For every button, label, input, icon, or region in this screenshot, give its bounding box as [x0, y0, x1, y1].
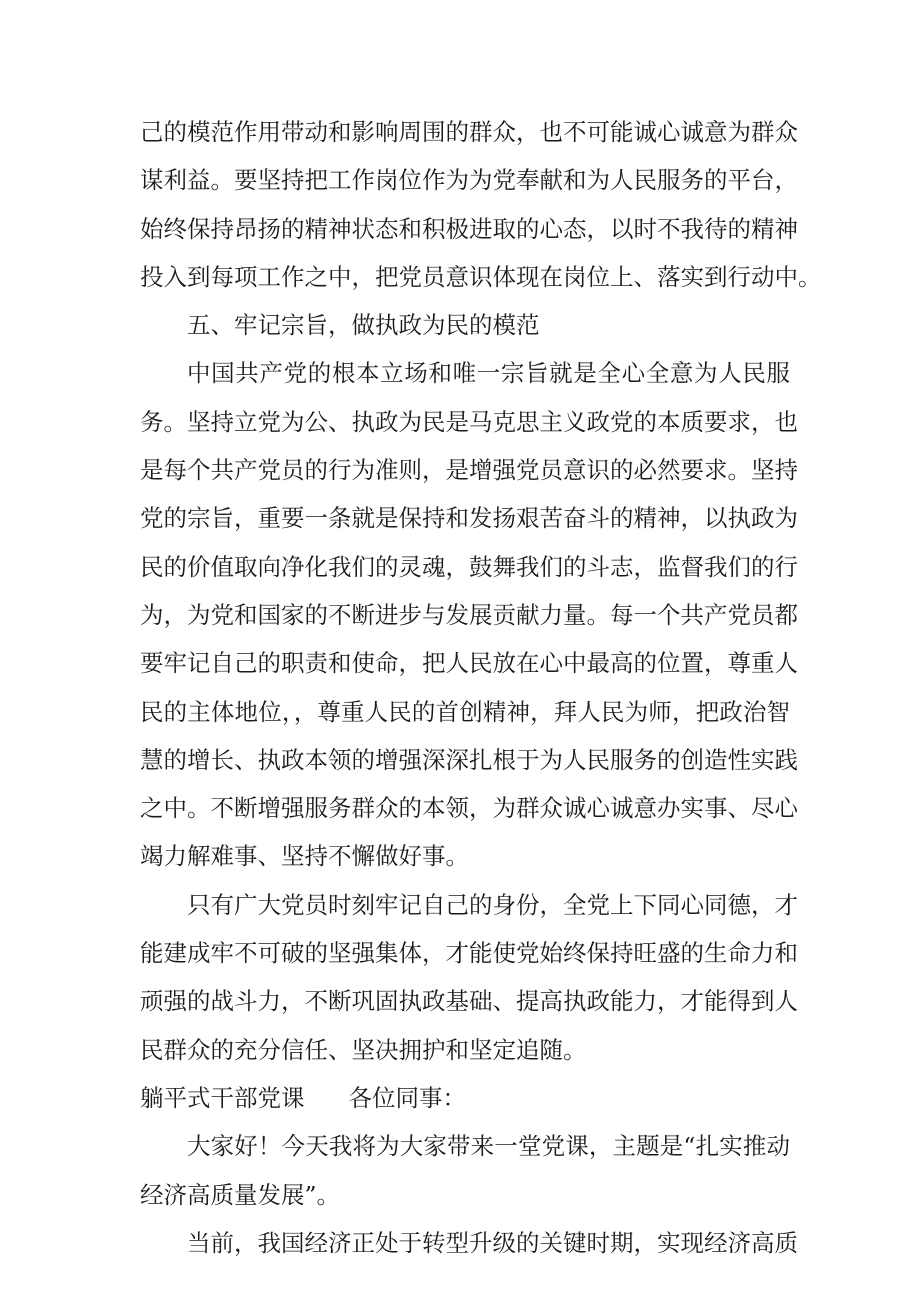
text-line: 民的主体地位，，尊重人民的首创精神，拜人民为师，把政治智	[140, 697, 790, 726]
text-line: 己的模范作用带动和影响周围的群众，也不可能诚心诚意为群众	[140, 118, 798, 146]
text-line: 民的价值取向净化我们的灵魂，鼓舞我们的斗志，监督我们的行	[140, 552, 798, 581]
text-line: 要牢记自己的职责和使命，把人民放在心中最高的位置，尊重人	[140, 649, 798, 678]
section-heading-text: 五、牢记宗旨，做执政为民的模范	[187, 311, 540, 340]
text-line: 顽强的战斗力，不断巩固执政基础、提高执政能力，才能得到人	[140, 987, 798, 1016]
text-line: 投入到每项工作之中，把党员意识体现在岗位上、落实到行动中。	[140, 262, 822, 291]
text-line: 当前，我国经济正处于转型升级的关键时期，实现经济高质	[187, 1228, 798, 1257]
salutation: 各位同事：	[348, 1083, 466, 1112]
paragraph-continuation	[140, 108, 822, 301]
document-body	[140, 108, 822, 1267]
lecture-title: 躺平式干部党课	[140, 1083, 305, 1112]
text-line: 慧的增长、执政本领的增强深深扎根于为人民服务的创造性实践	[140, 745, 798, 774]
paragraph-greeting	[140, 1122, 790, 1219]
text-line: 之中。不断增强服务群众的本领，为群众诚心诚意办实事、尽心	[140, 794, 798, 823]
text-line: 中国共产党的根本立场和唯一宗旨就是全心全意为人民服	[187, 359, 790, 388]
paragraph-intro	[140, 1219, 798, 1267]
text-line: 为，为党和国家的不断进步与发展贡献力量。每一个共产党员都	[140, 600, 798, 629]
lecture-title-line	[140, 1074, 790, 1122]
text-line: 大家好！今天我将为大家带来一堂党课，主题是“扎实推动	[187, 1132, 790, 1161]
text-line: 谋利益。要坚持把工作岗位作为为党奉献和为人民服务的平台，	[140, 166, 798, 195]
text-line: 竭力解难事、坚持不懈做好事。	[140, 842, 469, 871]
text-line: 经济高质量发展”。	[140, 1180, 341, 1209]
text-line: 是每个共产党员的行为准则，是增强党员意识的必然要求。坚持	[140, 456, 798, 485]
section-heading	[140, 301, 790, 349]
text-line: 始终保持昂扬的精神状态和积极进取的心态，以时不我待的精神	[140, 214, 798, 243]
paragraph-purpose	[140, 349, 798, 880]
text-line: 务。坚持立党为公、执政为民是马克思主义政党的本质要求，也	[140, 407, 798, 436]
text-line: 民群众的充分信任、坚决拥护和坚定追随。	[140, 1035, 587, 1064]
paragraph-conclusion	[140, 881, 798, 1074]
text-line: 能建成牢不可破的坚强集体，才能使党始终保持旺盛的生命力和	[140, 939, 798, 968]
text-line: 党的宗旨，重要一条就是保持和发扬艰苦奋斗的精神，以执政为	[140, 504, 798, 533]
text-line: 只有广大党员时刻牢记自己的身份，全党上下同心同德，才	[187, 890, 798, 919]
